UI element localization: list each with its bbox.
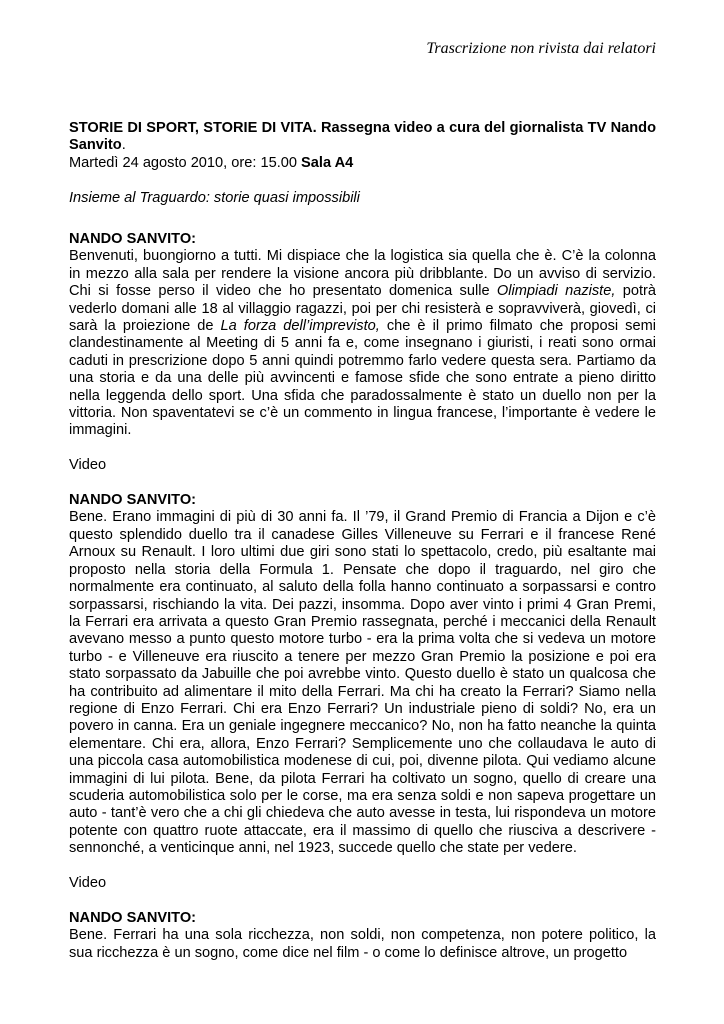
event-date: Martedì 24 agosto 2010, ore: 15.00 [69,154,302,171]
event-subtitle: Insieme al Traguardo: storie quasi impossibili [69,189,360,206]
event-title [69,120,656,155]
video-marker: Video [69,875,107,891]
speech-text: che è il primo filmato che proposi semi clandestinamente al Meeting di 5 anni fa e, come insegnano i giuristi, i reati sono ormai caduti in prescrizione dopo 5 anni quindi potremmo farlo vedere questa sera. Partiamo da una storia e da una delle più avvincenti e famose sfide che sono entrate a pieno diritto nella leggenda dello sport. Una sfida che paradossalmente è stato un duello non per la vittoria. Non spaventatevi se c’è un commento in lingua francese, l’importante è vedere le immagini. [69,318,656,439]
speech-paragraph: Bene. Ferrari ha una sola ricchezza, non soldi, non competenza, non potere politico, la sua ricchezza è un sogno, come dice nel film - o come lo definisce altrove, un progetto [69,927,656,961]
speaker-name: NANDO SANVITO: [69,492,197,509]
transcription-note: Trascrizione non rivista dai relatori [426,40,656,57]
video-marker: Video [69,457,107,474]
speech-paragraph [69,248,656,439]
event-title-end: . [121,137,126,154]
speaker-name: NANDO SANVITO: [69,231,197,248]
event-title-text: STORIE DI SPORT, STORIE DI VITA. Rassegna video a cura del giornalista TV Nando Sanvito [69,120,656,154]
film-title: La forza dell’imprevisto, [220,318,380,335]
document-body [69,120,656,962]
speech-text: potrà vederlo domani alle 18 al villaggio ragazzi, poi per chi resisterà e sopravviverà, giovedì, ci sarà la proiezione de [69,283,656,335]
speaker-name: NANDO SANVITO: [69,909,197,926]
speech-text: Benvenuti, buongiorno a tutti. Mi dispiace che la logistica sia quella che è. C’è la colonna in mezzo alla sala per rendere la visione ancora più dribblante. Do un avviso di servizio. Chi si fosse perso il video che ho presentato domenica sulle [69,248,656,300]
speech-paragraph: Bene. Erano immagini di più di 30 anni fa. Il ’79, il Grand Premio di Francia a Dijon e c’è questo splendido duello tra il canadese Gilles Villeneuve su Ferrari e il francese René Arnoux su Renault. I loro ultimi due giri sono stati lo spettacolo, credo, più esaltante mai proposto nella storia della Formula 1. Pensate che dopo il traguardo, nel giro che normalmente era continuato, al saluto della folla hanno continuato a sorpassarsi e contro sorpassarsi, rischiando la vita. Dei pazzi, insomma. Dopo aver vinto i primi 4 Gran Premi, la Ferrari era arrivata a questo Gran Premio rassegnata, perché i meccanici della Renault avevano messo a punto questo motore turbo - era la prima volta che si vedeva un motore turbo - e Villeneuve era riuscito a tenere per mezzo Gran Premio la posizione e poi era stato sorpassato da Jabuille che poi avrebbe vinto. Questo duello è stato un qualcosa che ha contribuito ad alimentare il mito della Ferrari. Ma chi ha creato la Ferrari? Siamo nella regione di Enzo Ferrari. Chi era Enzo Ferrari? Un industriale pieno di soldi? No, era un povero in canna. Era un geniale ingegnere meccanico? No, non ha fatto neanche la quinta elementare. Chi era, allora, Enzo Ferrari? Semplicemente uno che collaudava le auto di una piccola casa automobilistica modenese di cui, poi, divenne pilota. Qui vediamo alcune immagini di lui pilota. Bene, da pilota Ferrari ha coltivato un sogno, quello di creare una scuderia automobilistica solo per le corse, ma era senza soldi e non sapeva progettare un auto - tant’è vero che a chi gli chiedeva che auto avesse in testa, lui rispondeva un motore potente con quattro ruote attaccate, era il massimo di quello che riusciva a descrivere - sennonché, a venticinque anni, nel 1923, succede quello che state per vedere. [69,509,656,857]
film-title: Olimpiadi naziste, [496,283,616,300]
event-date-line [69,155,656,172]
event-room: Sala A4 [301,154,354,171]
